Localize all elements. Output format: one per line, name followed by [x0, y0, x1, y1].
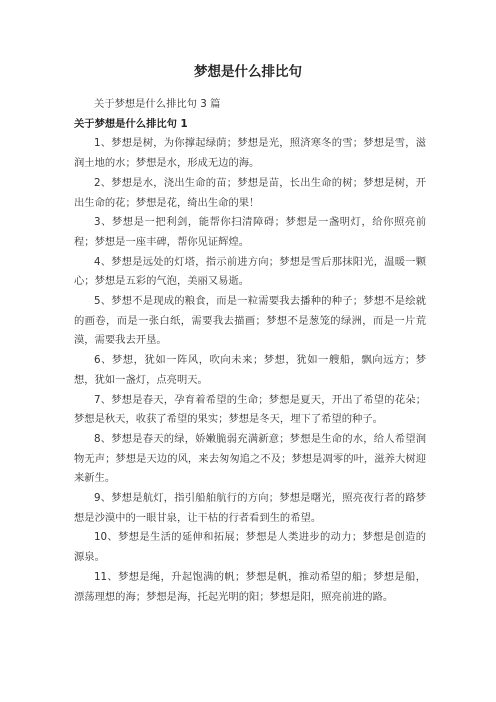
list-item: 3、梦想是一把利剑，能帮你扫清障碍；梦想是一盏明灯，给你照亮前程；梦想是一座丰碑，帮你见证辉煌。: [74, 216, 426, 248]
section-heading: 关于梦想是什么排比句 1: [74, 117, 188, 130]
list-item: 5、梦想不是现成的粮食，而是一粒需要我去播种的种子；梦想不是绘就的画卷，而是一张白纸，需要我去描画；梦想不是葱笼的绿洲，而是一片荒漠，需要我去开垦。: [74, 295, 426, 347]
document-body: [74, 95, 426, 607]
list-item: 7、梦想是春天，孕育着希望的生命；梦想是夏天，开出了希望的花朵；梦想是秋天，收获了希望的果实；梦想是冬天，埋下了希望的种子。: [74, 393, 426, 426]
list-item: 1、梦想是树，为你撑起绿荫；梦想是光，照済寒冬的雪；梦想是雪，滋润土地的水；梦想是水，形成无边的海。: [74, 137, 426, 170]
list-item: 11、梦想是绳，升起饱满的帆；梦想是帆，推动希望的船；梦想是船，漂荡理想的海；梦想是海，托起光明的阳；梦想是阳，照亮前进的路。: [74, 570, 426, 603]
list-item: 8、梦想是春天的绿，娇嫩脆弱充满新意；梦想是生命的水，给人希望润物无声；梦想是天边的风，来去匆匆追之不及；梦想是凋零的叶，滋养大树迎来新生。: [74, 432, 426, 485]
list-item: 2、梦想是水，浇出生命的苗；梦想是苗，长出生命的树；梦想是树，开出生命的花；梦想是花，绮出生命的果！: [74, 176, 426, 209]
list-item: 10、梦想是生活的延伸和拓展；梦想是人类进步的动力；梦想是创造的源泉。: [74, 531, 426, 564]
intro-line: 关于梦想是什么排比句 3 篇: [94, 98, 221, 110]
list-item: 9、梦想是航灯，指引船舶航行的方向；梦想是曙光，照亮夜行者的路梦想是沙漠中的一眼甘泉，让干枯的行者看到生的希望。: [74, 492, 426, 524]
list-item: 4、梦想是远处的灯塔，指示前进方向；梦想是雪后那抹阳光，温暖一颗心；梦想是五彩的气泡，美丽又易逝。: [74, 255, 426, 288]
page-title: 梦想是什么排比句: [194, 64, 302, 80]
list-item: 6、梦想，犹如一阵风，吹向未来；梦想，犹如一艘船，飘向远方；梦想，犹如一盏灯，点亮明天。: [74, 354, 426, 386]
